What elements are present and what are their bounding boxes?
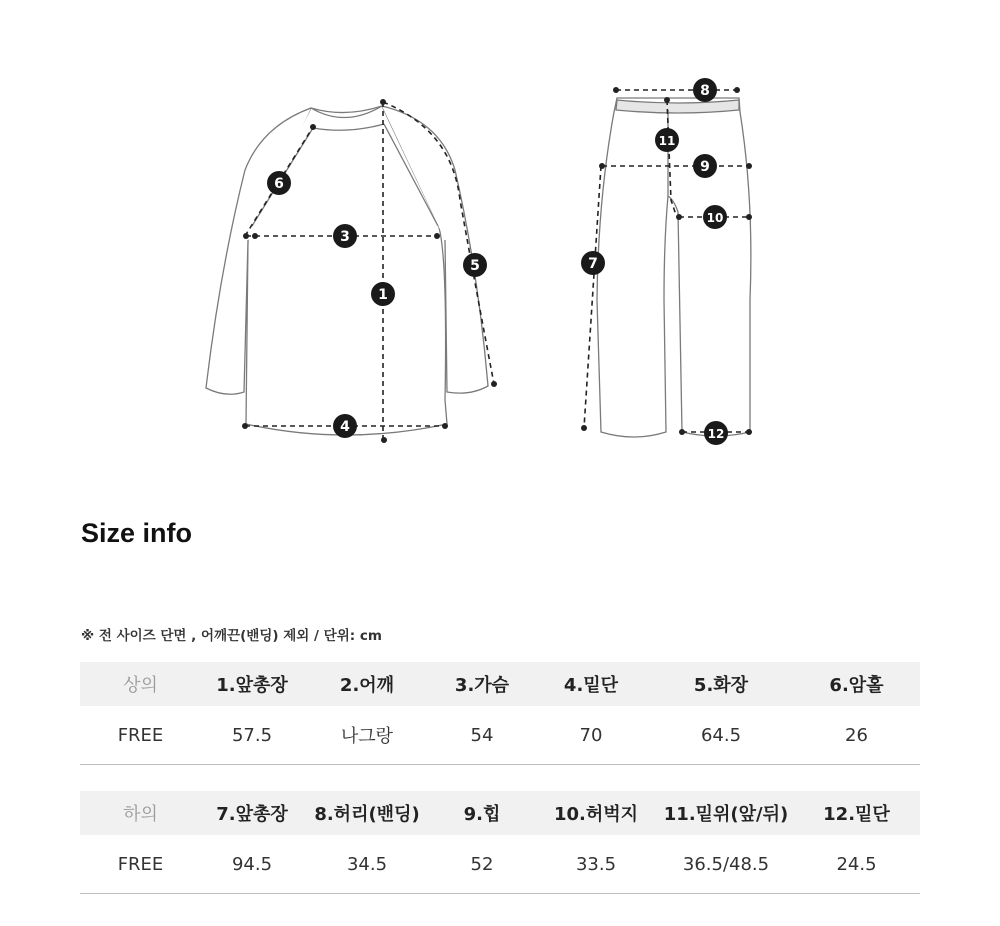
svg-text:9: 9 — [700, 159, 710, 175]
value-cell: 57.5 — [231, 724, 273, 746]
value-cell: 52 — [470, 853, 494, 875]
value-cell: 64.5 — [700, 724, 742, 746]
value-cell: 70 — [579, 724, 603, 746]
value-cell: 94.5 — [231, 853, 273, 875]
top-size-table — [80, 662, 920, 765]
svg-text:11: 11 — [658, 134, 676, 148]
bottom-table-value-row — [80, 835, 920, 894]
marker-9 — [693, 154, 717, 178]
svg-text:6: 6 — [274, 176, 284, 192]
value-cell: 33.5 — [575, 853, 617, 875]
marker-4 — [333, 414, 357, 438]
header-cell: 10.허벅지 — [553, 804, 639, 825]
header-cell: 12.밑단 — [823, 804, 890, 825]
marker-3 — [333, 224, 357, 248]
bottom-table-header-row — [80, 791, 920, 835]
header-cell: 3.가슴 — [454, 675, 510, 696]
marker-5 — [463, 253, 487, 277]
value-cell: 34.5 — [346, 853, 388, 875]
header-cell: 7.앞총장 — [216, 804, 288, 825]
value-cell: 나그랑 — [340, 726, 394, 747]
svg-text:5: 5 — [470, 258, 480, 274]
marker-6 — [267, 171, 291, 195]
header-cell: 상의 — [123, 675, 158, 696]
svg-text:10: 10 — [706, 211, 724, 225]
header-cell: 1.앞총장 — [216, 675, 288, 696]
value-cell: 24.5 — [836, 853, 877, 875]
svg-text:1: 1 — [378, 287, 388, 303]
top-table-header-row — [80, 662, 920, 706]
header-cell: 11.밑위(앞/뒤) — [663, 804, 789, 825]
header-cell: 9.힙 — [463, 804, 501, 825]
value-cell: 36.5/48.5 — [682, 853, 770, 875]
bottom-size-table — [80, 791, 920, 894]
value-cell: 26 — [845, 724, 868, 746]
value-cell: 54 — [470, 724, 494, 746]
svg-text:3: 3 — [340, 229, 350, 245]
top-table-value-row — [80, 706, 920, 765]
header-cell: 2.어깨 — [339, 675, 395, 696]
svg-text:12: 12 — [707, 427, 725, 441]
marker-10 — [703, 205, 727, 229]
value-cell: FREE — [117, 853, 164, 875]
header-cell: 4.밑단 — [563, 675, 619, 696]
measurement-note: ※ 전 사이즈 단면 , 어깨끈(밴딩) 제외 / 단위: cm — [81, 628, 382, 644]
marker-8 — [693, 78, 717, 102]
svg-text:4: 4 — [340, 419, 350, 435]
svg-text:7: 7 — [588, 256, 598, 272]
marker-11 — [655, 128, 679, 152]
header-cell: 하의 — [123, 804, 158, 825]
marker-7 — [581, 251, 605, 275]
page-title: Size info — [81, 518, 193, 548]
svg-text:8: 8 — [700, 83, 710, 99]
marker-1 — [371, 282, 395, 306]
header-cell: 5.화장 — [693, 675, 749, 696]
header-cell: 8.허리(밴딩) — [314, 804, 420, 825]
marker-12 — [704, 421, 728, 445]
header-cell: 6.암홀 — [829, 675, 884, 696]
value-cell: FREE — [117, 724, 164, 746]
